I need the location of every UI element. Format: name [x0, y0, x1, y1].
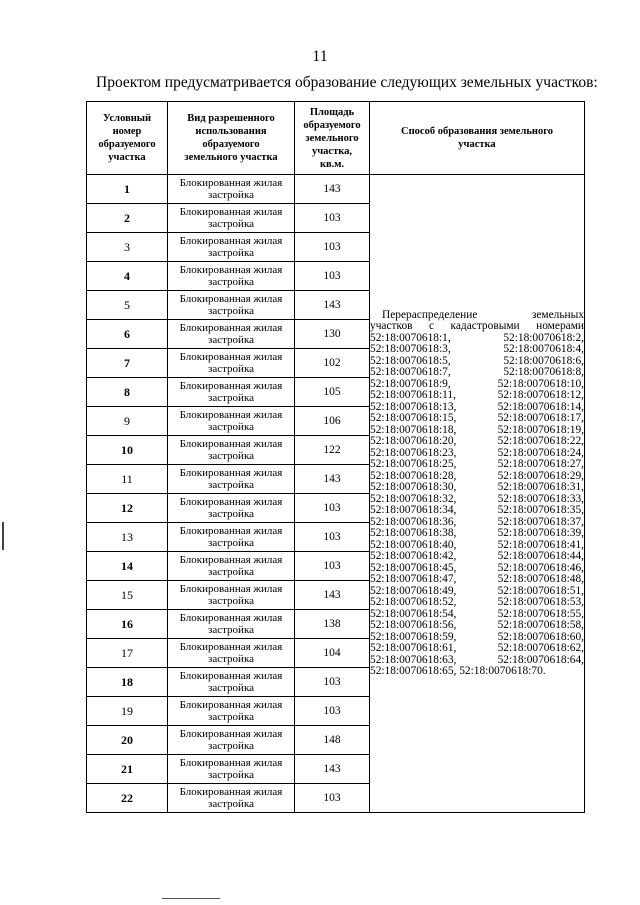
cadastral-number: 52:18:0070618:19,	[497, 423, 584, 436]
permitted-use-line: Блокированная жилая	[179, 380, 283, 392]
permitted-use	[168, 581, 295, 610]
plot-area: 143	[295, 755, 370, 784]
header-line: Условный	[102, 113, 152, 124]
cadastral-number: 52:18:0070618:31,	[497, 481, 584, 493]
cadastral-number: 52:18:0070618:44,	[497, 550, 584, 562]
cadastral-number: 52:18:0070618:38,	[370, 527, 457, 539]
plot-number: 14	[87, 552, 168, 581]
cadastral-number-line	[370, 413, 584, 425]
cadastral-number: 52:18:0070618:39,	[497, 527, 584, 539]
plot-number: 16	[87, 610, 168, 639]
plot-number: 12	[87, 494, 168, 523]
plot-number: 19	[87, 697, 168, 726]
permitted-use-line: Блокированная жилая	[179, 206, 283, 218]
cadastral-number: 52:18:0070618:60,	[497, 630, 584, 643]
cadastral-number: 52:18:0070618:34,	[370, 504, 457, 516]
header-line: кв.м.	[319, 158, 345, 170]
plot-number: 9	[87, 407, 168, 436]
plot-area: 104	[295, 639, 370, 668]
permitted-use-line: Блокированная жилая	[179, 554, 283, 566]
header-formation-method	[370, 102, 585, 175]
plot-number: 8	[87, 378, 168, 407]
cadastral-number: 52:18:0070618:18,	[370, 423, 457, 436]
permitted-use-line: Блокированная жилая	[179, 351, 283, 363]
permitted-use-line: Блокированная жилая	[179, 525, 283, 537]
permitted-use	[168, 465, 295, 494]
cadastral-number: 52:18:0070618:25,	[370, 458, 457, 470]
plot-number: 13	[87, 523, 168, 552]
permitted-use-line: застройка	[208, 247, 254, 259]
permitted-use-line: застройка	[208, 450, 254, 462]
permitted-use-line: Блокированная жилая	[179, 583, 283, 595]
cadastral-number: 52:18:0070618:15,	[370, 412, 457, 424]
plot-number: 5	[87, 291, 168, 320]
cadastral-number: 52:18:0070618:36,	[370, 515, 457, 528]
cadastral-number: 52:18:0070618:51,	[497, 584, 584, 597]
plot-area: 143	[295, 465, 370, 494]
cadastral-number: 52:18:0070618:49,	[370, 584, 457, 597]
permitted-use-line: Блокированная жилая	[179, 612, 283, 624]
permitted-use-line: Блокированная жилая	[179, 467, 283, 479]
permitted-use	[168, 320, 295, 349]
header-line: земельного участка	[184, 152, 278, 163]
header-line: участка	[458, 139, 496, 150]
method-intro-line: Перераспределение земельных	[382, 308, 584, 321]
permitted-use-line: Блокированная жилая	[179, 496, 283, 508]
permitted-use-line: застройка	[208, 682, 254, 694]
permitted-use	[168, 610, 295, 639]
plot-number: 20	[87, 726, 168, 755]
cadastral-number-line	[370, 459, 584, 471]
plot-number: 7	[87, 349, 168, 378]
permitted-use-line: застройка	[208, 653, 254, 665]
cadastral-number-line	[370, 643, 584, 655]
plot-area: 103	[295, 204, 370, 233]
cadastral-number: 52:18:0070618:7,	[370, 366, 451, 378]
permitted-use-line: застройка	[208, 218, 254, 230]
cadastral-number: 52:18:0070618:10,	[497, 377, 584, 390]
permitted-use	[168, 378, 295, 407]
header-line: участка,	[311, 145, 352, 157]
header-line: Площадь	[309, 106, 355, 118]
cadastral-number: 52:18:0070618:52,	[370, 596, 457, 608]
bottom-rule	[162, 898, 220, 899]
plot-area: 103	[295, 523, 370, 552]
cadastral-number: 52:18:0070618:35,	[497, 504, 584, 516]
cadastral-number: 52:18:0070618:5,	[370, 354, 451, 367]
cadastral-number-line	[370, 551, 584, 563]
plot-number: 11	[87, 465, 168, 494]
permitted-use-line: Блокированная жилая	[179, 757, 283, 769]
permitted-use-line: застройка	[208, 566, 254, 578]
plot-number: 3	[87, 233, 168, 262]
table-header-row	[87, 102, 585, 175]
cadastral-number: 52:18:0070618:4,	[503, 343, 584, 355]
permitted-use	[168, 407, 295, 436]
header-area	[295, 102, 370, 175]
permitted-use-line: Блокированная жилая	[179, 177, 283, 189]
permitted-use	[168, 349, 295, 378]
permitted-use-line: Блокированная жилая	[179, 670, 283, 682]
permitted-use-line: застройка	[208, 595, 254, 607]
cadastral-number: 52:18:0070618:63,	[370, 653, 457, 666]
plot-number: 4	[87, 262, 168, 291]
plot-number: 2	[87, 204, 168, 233]
permitted-use	[168, 204, 295, 233]
plot-area: 143	[295, 581, 370, 610]
cadastral-number: 52:18:0070618:3,	[370, 343, 451, 355]
permitted-use-line: застройка	[208, 624, 254, 636]
permitted-use-line: застройка	[208, 392, 254, 404]
cadastral-number: 52:18:0070618:8,	[503, 366, 584, 378]
cadastral-number: 52:18:0070618:41,	[497, 538, 584, 551]
permitted-use-line: застройка	[208, 189, 254, 201]
permitted-use	[168, 262, 295, 291]
margin-mark	[2, 522, 4, 550]
cadastral-number: 52:18:0070618:32,	[370, 492, 457, 505]
permitted-use	[168, 697, 295, 726]
cadastral-number: 52:18:0070618:37,	[497, 515, 584, 528]
header-line: Вид разрешенного	[187, 113, 275, 124]
header-line: образуемого	[98, 139, 156, 150]
cadastral-number: 52:18:0070618:55,	[497, 607, 584, 620]
cadastral-number: 52:18:0070618:20,	[370, 435, 457, 447]
formation-method	[370, 175, 585, 813]
permitted-use-line: застройка	[208, 479, 254, 491]
permitted-use-line: застройка	[208, 276, 254, 288]
cadastral-number: 52:18:0070618:46,	[497, 561, 584, 574]
header-line: образуемого	[202, 139, 260, 150]
cadastral-number: 52:18:0070618:53,	[497, 596, 584, 608]
plot-area: 103	[295, 668, 370, 697]
cadastral-number: 52:18:0070618:24,	[497, 446, 584, 459]
permitted-use	[168, 291, 295, 320]
cadastral-number-line	[370, 528, 584, 540]
plot-number: 6	[87, 320, 168, 349]
plot-area: 138	[295, 610, 370, 639]
cadastral-number: 52:18:0070618:42,	[370, 550, 457, 562]
permitted-use-line: Блокированная жилая	[179, 728, 283, 740]
plot-area: 143	[295, 291, 370, 320]
cadastral-number: 52:18:0070618:61,	[370, 642, 457, 654]
plot-area: 103	[295, 697, 370, 726]
plot-area: 102	[295, 349, 370, 378]
permitted-use-line: Блокированная жилая	[179, 235, 283, 247]
permitted-use-line: застройка	[208, 769, 254, 781]
permitted-use-line: застройка	[208, 363, 254, 375]
plot-area: 143	[295, 175, 370, 204]
plot-area: 103	[295, 262, 370, 291]
cadastral-number-line	[370, 505, 584, 517]
header-line: использования	[195, 126, 267, 137]
permitted-use-line: застройка	[208, 740, 254, 752]
permitted-use-line: Блокированная жилая	[179, 322, 283, 334]
cadastral-number: 52:18:0070618:59,	[370, 630, 457, 643]
plot-area: 103	[295, 233, 370, 262]
permitted-use	[168, 233, 295, 262]
permitted-use	[168, 639, 295, 668]
header-line: номер	[112, 126, 142, 137]
plot-area: 103	[295, 494, 370, 523]
plot-number: 18	[87, 668, 168, 697]
cadastral-number-line	[370, 367, 584, 379]
header-line: земельного	[305, 132, 359, 144]
permitted-use	[168, 784, 295, 813]
permitted-use	[168, 175, 295, 204]
permitted-use-line: Блокированная жилая	[179, 786, 283, 798]
cadastral-number: 52:18:0070618:45,	[370, 561, 457, 574]
intro-text: Проектом предусматривается образование следующих земельных участков:	[96, 74, 598, 91]
permitted-use-line: застройка	[208, 334, 254, 346]
cadastral-number: 52:18:0070618:40,	[370, 538, 457, 551]
cadastral-number-line	[370, 390, 584, 402]
plot-area: 103	[295, 784, 370, 813]
cadastral-number: 52:18:0070618:1,	[370, 331, 451, 344]
plot-area: 103	[295, 552, 370, 581]
land-plots-table	[86, 101, 585, 813]
permitted-use-line: Блокированная жилая	[179, 641, 283, 653]
permitted-use	[168, 755, 295, 784]
cadastral-number: 52:18:0070618:2,	[503, 331, 584, 344]
permitted-use-line: Блокированная жилая	[179, 409, 283, 421]
permitted-use	[168, 668, 295, 697]
cadastral-number: 52:18:0070618:47,	[370, 573, 457, 585]
cadastral-number: 52:18:0070618:9,	[370, 377, 451, 390]
page-number: 11	[312, 48, 328, 65]
permitted-use-line: застройка	[208, 508, 254, 520]
cadastral-number: 52:18:0070618:23,	[370, 446, 457, 459]
header-line: участка	[108, 152, 146, 163]
cadastral-number: 52:18:0070618:33,	[497, 492, 584, 505]
permitted-use-line: Блокированная жилая	[179, 438, 283, 450]
permitted-use	[168, 726, 295, 755]
plot-area: 106	[295, 407, 370, 436]
permitted-use-line: застройка	[208, 305, 254, 317]
cadastral-number: 52:18:0070618:17,	[497, 412, 584, 424]
plot-number: 22	[87, 784, 168, 813]
permitted-use	[168, 552, 295, 581]
plot-area: 122	[295, 436, 370, 465]
plot-area: 148	[295, 726, 370, 755]
cadastral-number: 52:18:0070618:54,	[370, 607, 457, 620]
cadastral-number: 52:18:0070618:22,	[497, 435, 584, 447]
cadastral-number: 52:18:0070618:48,	[497, 573, 584, 585]
permitted-use-line: застройка	[208, 421, 254, 433]
cadastral-number: 52:18:0070618:29,	[497, 469, 584, 482]
cadastral-number-line	[370, 482, 584, 494]
cadastral-number: 52:18:0070618:14,	[497, 400, 584, 413]
plot-area: 105	[295, 378, 370, 407]
permitted-use-line: Блокированная жилая	[179, 264, 283, 276]
cadastral-number: 52:18:0070618:64,	[497, 653, 584, 666]
cadastral-number: 52:18:0070618:12,	[497, 389, 584, 401]
cadastral-number-line	[370, 574, 584, 586]
plot-number: 10	[87, 436, 168, 465]
plot-number: 17	[87, 639, 168, 668]
cadastral-number-line	[370, 344, 584, 356]
permitted-use-line: застройка	[208, 711, 254, 723]
plot-number: 15	[87, 581, 168, 610]
cadastral-number: 52:18:0070618:13,	[370, 400, 457, 413]
permitted-use	[168, 436, 295, 465]
header-line: образуемого	[303, 119, 361, 131]
permitted-use	[168, 494, 295, 523]
plot-number: 1	[87, 175, 168, 204]
cadastral-number: 52:18:0070618:56,	[370, 619, 457, 631]
cadastral-number: 52:18:0070618:30,	[370, 481, 457, 493]
plot-area: 130	[295, 320, 370, 349]
cadastral-number: 52:18:0070618:11,	[370, 389, 456, 401]
header-plot-number	[87, 102, 168, 175]
cadastral-number: 52:18:0070618:6,	[503, 354, 584, 367]
cadastral-number: 52:18:0070618:28,	[370, 469, 457, 482]
cadastral-number-line: 52:18:0070618:65, 52:18:0070618:70.	[370, 665, 546, 677]
header-permitted-use	[168, 102, 295, 175]
permitted-use-line: застройка	[208, 537, 254, 549]
permitted-use	[168, 523, 295, 552]
cadastral-number: 52:18:0070618:27,	[497, 458, 584, 470]
table-row	[87, 175, 585, 204]
cadastral-number-line	[370, 597, 584, 609]
cadastral-number-line	[370, 620, 584, 632]
permitted-use-line: Блокированная жилая	[179, 293, 283, 305]
cadastral-number: 52:18:0070618:58,	[497, 619, 584, 631]
permitted-use-line: Блокированная жилая	[179, 699, 283, 711]
header-line: Способ образования земельного	[401, 126, 553, 137]
method-intro-line: участков с кадастровыми номерами	[370, 320, 584, 332]
cadastral-number-line	[370, 436, 584, 448]
plot-number: 21	[87, 755, 168, 784]
permitted-use-line: застройка	[208, 798, 254, 810]
cadastral-number: 52:18:0070618:62,	[497, 642, 584, 654]
